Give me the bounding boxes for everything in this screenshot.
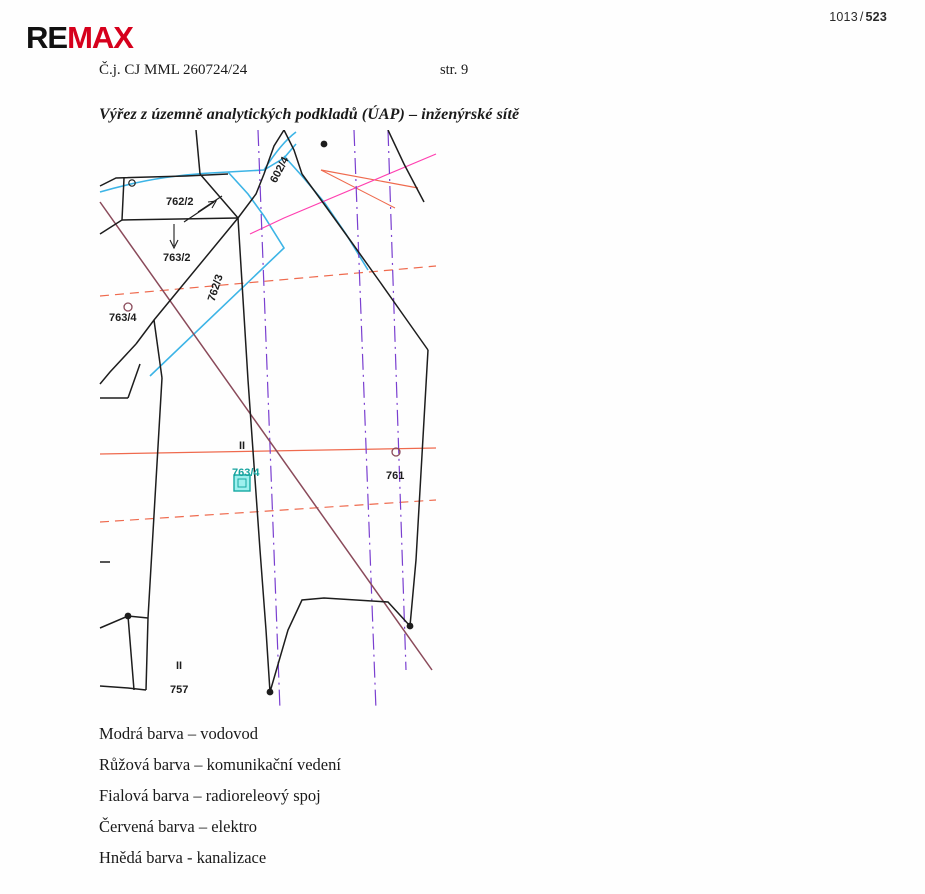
parcel-label-757: 757 xyxy=(170,684,189,696)
parcel-label-762-2: 762/2 xyxy=(166,196,194,208)
page-counter-current: 1013 xyxy=(829,10,858,24)
document-reference: Č.j. CJ MML 260724/24 xyxy=(99,62,248,78)
remax-logo xyxy=(26,22,133,53)
legend-item-radioreleovy-spoj: Fialová barva – radioreleový spoj xyxy=(99,786,321,805)
legend-item-elektro: Červená barva – elektro xyxy=(99,817,258,836)
parcel-label-602-4: 602/4 xyxy=(268,155,292,185)
parcel-label-763-4-left: 763/4 xyxy=(109,312,137,324)
parcel-label-763-4-highlight: 763/4 xyxy=(232,467,260,479)
legend-item-vodovod: Modrá barva – vodovod xyxy=(99,724,259,743)
logo-text-re: RE xyxy=(26,20,68,55)
page-counter-separator: / xyxy=(859,10,864,24)
page-label: str. 9 xyxy=(440,62,469,78)
map-drawing xyxy=(88,130,448,710)
tick-mark-upper: II xyxy=(239,440,246,452)
parcel-label-762-3: 762/3 xyxy=(205,273,226,303)
parcel-label-761: 761 xyxy=(386,470,405,482)
page-counter-total: 523 xyxy=(865,10,887,24)
logo-text-max: MAX xyxy=(67,20,133,55)
page-counter xyxy=(829,10,887,24)
parcel-label-763-2: 763/2 xyxy=(163,252,191,264)
survey-point-circles xyxy=(124,303,400,456)
radio-relay-lines xyxy=(258,130,406,710)
tick-mark-lower: II xyxy=(176,660,183,672)
parcel-boundaries xyxy=(100,130,428,692)
legend-item-komunikacni-vedeni: Růžová barva – komunikační vedení xyxy=(99,755,341,774)
map-figure xyxy=(88,130,448,710)
legend xyxy=(99,718,619,873)
section-title: Výřez z územně analytických podkladů (ÚAP) – inženýrské sítě xyxy=(99,106,520,123)
legend-item-kanalizace: Hnědá barva - kanalizace xyxy=(99,848,267,867)
